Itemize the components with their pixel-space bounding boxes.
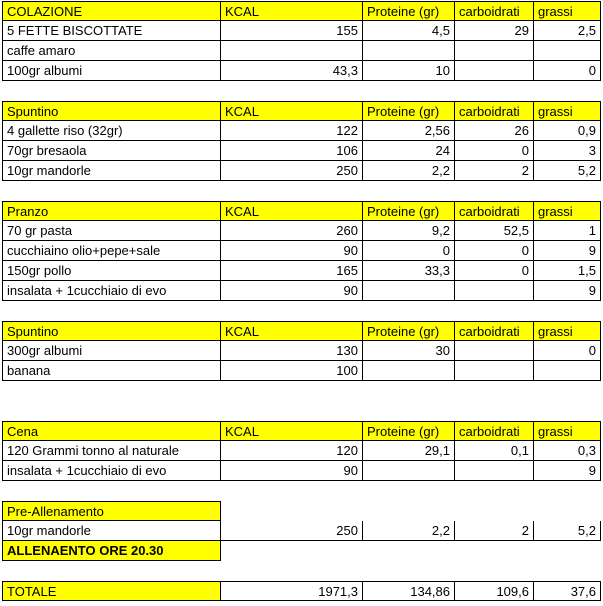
header-protein-cell[interactable]: Proteine (gr): [363, 321, 455, 341]
header-carbs-cell[interactable]: carboidrati: [455, 421, 534, 441]
table-row: [0, 461, 603, 481]
section-header-pranzo: [0, 201, 603, 221]
carbs-cell[interactable]: [455, 341, 534, 361]
food-cell[interactable]: 120 Grammi tonno al naturale: [2, 441, 221, 461]
food-cell[interactable]: 10gr mandorle: [2, 161, 221, 181]
header-kcal-cell[interactable]: KCAL: [221, 321, 363, 341]
carbs-cell[interactable]: [455, 361, 534, 381]
kcal-cell[interactable]: 250: [221, 521, 363, 541]
header-fat-cell[interactable]: grassi: [534, 101, 601, 121]
fat-cell[interactable]: 9: [534, 241, 601, 261]
kcal-cell[interactable]: 130: [221, 341, 363, 361]
food-cell[interactable]: insalata + 1cucchiaio di evo: [2, 461, 221, 481]
header-protein-cell[interactable]: Proteine (gr): [363, 101, 455, 121]
table-row: [0, 441, 603, 461]
training-note-row: [0, 541, 603, 561]
table-row: [0, 241, 603, 261]
food-cell[interactable]: 4 gallette riso (32gr): [2, 121, 221, 141]
kcal-cell[interactable]: 260: [221, 221, 363, 241]
kcal-cell[interactable]: 106: [221, 141, 363, 161]
totals-row: [0, 581, 603, 601]
table-row: [0, 61, 603, 81]
fat-cell[interactable]: 5,2: [534, 521, 601, 541]
food-cell[interactable]: 5 FETTE BISCOTTATE: [2, 21, 221, 41]
kcal-cell[interactable]: 155: [221, 21, 363, 41]
header-protein-cell[interactable]: Proteine (gr): [363, 421, 455, 441]
header-kcal-cell[interactable]: KCAL: [221, 201, 363, 221]
header-fat-cell[interactable]: grassi: [534, 201, 601, 221]
food-cell[interactable]: cucchiaino olio+pepe+sale: [2, 241, 221, 261]
table-row: [0, 361, 603, 381]
protein-cell[interactable]: 30: [363, 341, 455, 361]
food-cell[interactable]: insalata + 1cucchiaio di evo: [2, 281, 221, 301]
header-kcal-cell[interactable]: KCAL: [221, 421, 363, 441]
header-kcal-cell[interactable]: KCAL: [221, 101, 363, 121]
carbs-cell[interactable]: 2: [455, 161, 534, 181]
total-label-cell[interactable]: TOTALE: [2, 581, 221, 601]
protein-cell[interactable]: [363, 41, 455, 61]
protein-cell[interactable]: 0: [363, 241, 455, 261]
header-meal-cell[interactable]: Pranzo: [2, 201, 221, 221]
carbs-cell[interactable]: 0,1: [455, 441, 534, 461]
header-carbs-cell[interactable]: carboidrati: [455, 1, 534, 21]
kcal-cell[interactable]: 165: [221, 261, 363, 281]
table-row: [0, 141, 603, 161]
food-cell[interactable]: 300gr albumi: [2, 341, 221, 361]
protein-cell[interactable]: 2,2: [363, 521, 455, 541]
food-cell[interactable]: banana: [2, 361, 221, 381]
header-meal-cell[interactable]: Spuntino: [2, 321, 221, 341]
carbs-cell[interactable]: 29: [455, 21, 534, 41]
total-kcal-cell[interactable]: 1971,3: [221, 581, 363, 601]
food-cell[interactable]: 70 gr pasta: [2, 221, 221, 241]
header-kcal-cell[interactable]: KCAL: [221, 1, 363, 21]
table-row: [0, 221, 603, 241]
food-cell[interactable]: 100gr albumi: [2, 61, 221, 81]
header-carbs-cell[interactable]: carboidrati: [455, 321, 534, 341]
section-header-pre-allenamento: [0, 501, 603, 521]
food-cell[interactable]: 70gr bresaola: [2, 141, 221, 161]
total-protein-cell[interactable]: 134,86: [363, 581, 455, 601]
fat-cell[interactable]: 9: [534, 281, 601, 301]
kcal-cell[interactable]: 43,3: [221, 61, 363, 81]
table-row: [0, 521, 603, 541]
kcal-cell[interactable]: 90: [221, 281, 363, 301]
training-time-note-cell[interactable]: ALLENAENTO ORE 20.30: [2, 541, 221, 561]
kcal-cell[interactable]: 90: [221, 461, 363, 481]
protein-cell[interactable]: [363, 361, 455, 381]
table-row: [0, 261, 603, 281]
section-header-spuntino: [0, 321, 603, 341]
header-carbs-cell[interactable]: carboidrati: [455, 201, 534, 221]
section-header-spuntino: [0, 101, 603, 121]
carbs-cell[interactable]: 0: [455, 241, 534, 261]
fat-cell[interactable]: 1: [534, 221, 601, 241]
carbs-cell[interactable]: [455, 461, 534, 481]
kcal-cell[interactable]: 120: [221, 441, 363, 461]
carbs-cell[interactable]: 0: [455, 261, 534, 281]
kcal-cell[interactable]: 90: [221, 241, 363, 261]
protein-cell[interactable]: 2,56: [363, 121, 455, 141]
food-cell[interactable]: caffe amaro: [2, 41, 221, 61]
section-header-cena: [0, 421, 603, 441]
header-fat-cell[interactable]: grassi: [534, 421, 601, 441]
fat-cell[interactable]: 9: [534, 461, 601, 481]
fat-cell[interactable]: 0,9: [534, 121, 601, 141]
total-fat-cell[interactable]: 37,6: [534, 581, 601, 601]
food-cell[interactable]: 150gr pollo: [2, 261, 221, 281]
protein-cell[interactable]: 4,5: [363, 21, 455, 41]
fat-cell[interactable]: [534, 361, 601, 381]
header-carbs-cell[interactable]: carboidrati: [455, 101, 534, 121]
carbs-cell[interactable]: [455, 281, 534, 301]
protein-cell[interactable]: 33,3: [363, 261, 455, 281]
protein-cell[interactable]: 10: [363, 61, 455, 81]
header-protein-cell[interactable]: Proteine (gr): [363, 201, 455, 221]
total-carbs-cell[interactable]: 109,6: [455, 581, 534, 601]
fat-cell[interactable]: 1,5: [534, 261, 601, 281]
pre-allenamento-title-cell[interactable]: Pre-Allenamento: [2, 501, 221, 521]
carbs-cell[interactable]: 0: [455, 141, 534, 161]
fat-cell[interactable]: [534, 41, 601, 61]
carbs-cell[interactable]: 52,5: [455, 221, 534, 241]
header-fat-cell[interactable]: grassi: [534, 1, 601, 21]
carbs-cell[interactable]: [455, 61, 534, 81]
header-meal-cell[interactable]: COLAZIONE: [2, 1, 221, 21]
section-header-colazione: [0, 1, 603, 21]
header-fat-cell[interactable]: grassi: [534, 321, 601, 341]
table-row: [0, 41, 603, 61]
protein-cell[interactable]: 9,2: [363, 221, 455, 241]
kcal-cell[interactable]: 250: [221, 161, 363, 181]
protein-cell[interactable]: 29,1: [363, 441, 455, 461]
kcal-cell[interactable]: [221, 41, 363, 61]
carbs-cell[interactable]: [455, 41, 534, 61]
fat-cell[interactable]: 2,5: [534, 21, 601, 41]
header-meal-cell[interactable]: Cena: [2, 421, 221, 441]
kcal-cell[interactable]: 122: [221, 121, 363, 141]
header-meal-cell[interactable]: Spuntino: [2, 101, 221, 121]
table-row: [0, 341, 603, 361]
protein-cell[interactable]: [363, 461, 455, 481]
fat-cell[interactable]: 0: [534, 61, 601, 81]
table-row: [0, 281, 603, 301]
table-row: [0, 121, 603, 141]
fat-cell[interactable]: 0,3: [534, 441, 601, 461]
food-cell[interactable]: 10gr mandorle: [2, 521, 221, 541]
carbs-cell[interactable]: 26: [455, 121, 534, 141]
protein-cell[interactable]: 2,2: [363, 161, 455, 181]
carbs-cell[interactable]: 2: [455, 521, 534, 541]
fat-cell[interactable]: 0: [534, 341, 601, 361]
protein-cell[interactable]: 24: [363, 141, 455, 161]
kcal-cell[interactable]: 100: [221, 361, 363, 381]
fat-cell[interactable]: 3: [534, 141, 601, 161]
table-row: [0, 21, 603, 41]
header-protein-cell[interactable]: Proteine (gr): [363, 1, 455, 21]
protein-cell[interactable]: [363, 281, 455, 301]
fat-cell[interactable]: 5,2: [534, 161, 601, 181]
table-row: [0, 161, 603, 181]
